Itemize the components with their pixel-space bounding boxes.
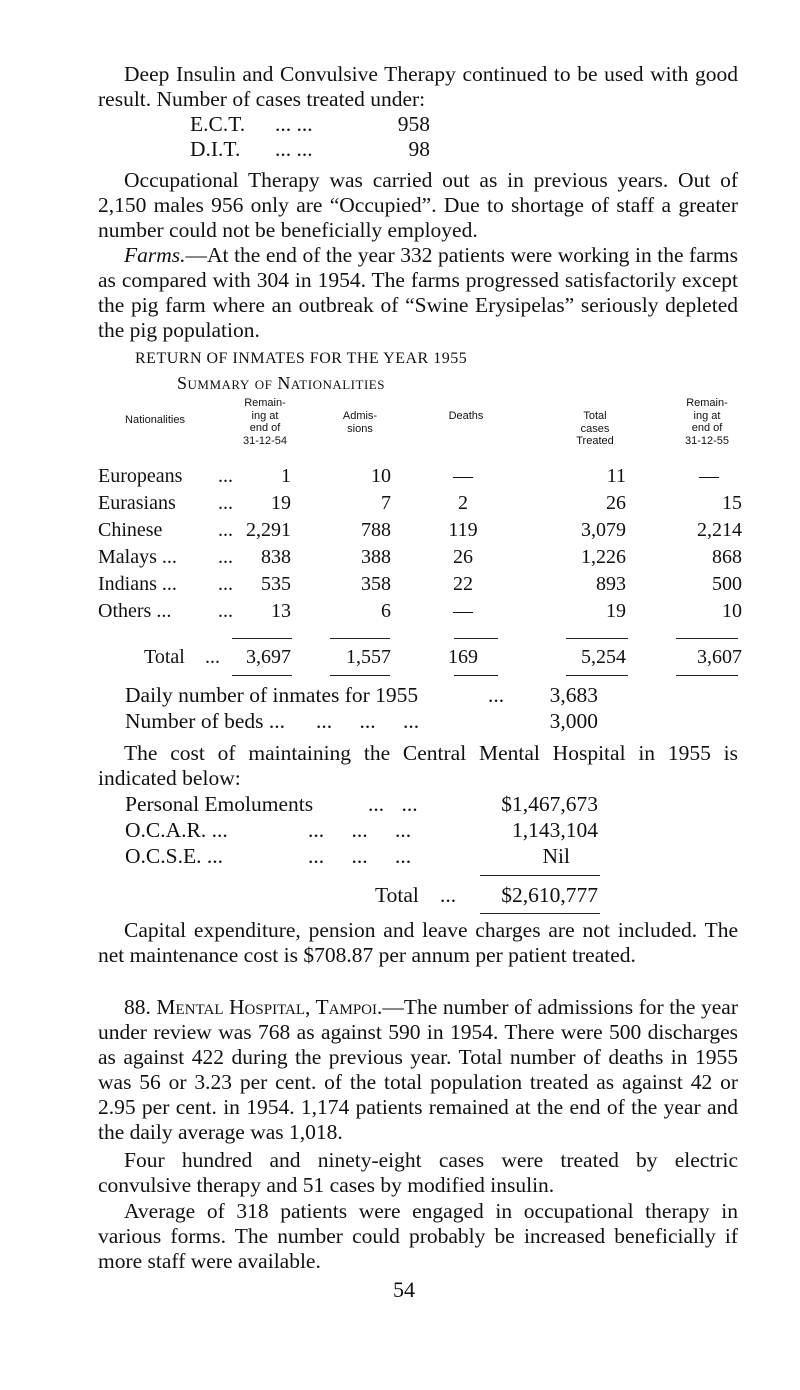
- cost-value: 1,143,104: [512, 818, 598, 842]
- cost-label: Personal Emoluments: [125, 792, 314, 816]
- section-88-paragraph: [98, 995, 738, 1145]
- table-cell: 1,226: [581, 546, 626, 568]
- therapy-value-ect: 958: [397, 112, 430, 136]
- table-cell: 10: [371, 465, 391, 487]
- row-dots: ...: [218, 573, 233, 595]
- table-cell: 1: [281, 465, 291, 487]
- row-label: Others ...: [98, 600, 172, 622]
- therapy-dots-dit: ... ...: [275, 137, 313, 161]
- cost-total-label: Total: [375, 883, 419, 907]
- rule-line: [232, 638, 292, 639]
- section-number: 88.: [124, 995, 151, 1019]
- row-label: Malays ...: [98, 546, 177, 568]
- col-header-text: Nationalities: [125, 414, 185, 426]
- table-cell: 535: [261, 573, 291, 595]
- row-dots: ...: [218, 546, 233, 568]
- farms-paragraph: [98, 243, 738, 343]
- total-cell: 3,607: [697, 646, 742, 668]
- cost-label: O.C.A.R. ...: [125, 818, 228, 842]
- rule-line: [330, 638, 390, 639]
- cost-total-value: $2,610,777: [501, 883, 598, 907]
- rule-line: [454, 638, 498, 639]
- cost-dots: ... ... ...: [308, 844, 412, 868]
- table-cell: 10: [722, 600, 742, 622]
- beds-dots: ... ... ...: [316, 709, 420, 733]
- table-cell: 2,291: [246, 519, 291, 541]
- col-header-deaths: Deaths: [448, 410, 484, 422]
- table-cell: 19: [271, 492, 291, 514]
- col-header-total-treated: Total cases Treated: [576, 410, 614, 447]
- cost-value: Nil: [542, 844, 570, 868]
- table-cell: 22: [453, 573, 473, 595]
- total-cell: 3,697: [246, 646, 291, 668]
- daily-inmates-dots: ...: [488, 683, 505, 707]
- beds-label: Number of beds ...: [125, 709, 286, 733]
- row-dots: ...: [218, 519, 233, 541]
- table-cell: 788: [361, 519, 391, 541]
- total-label: Total: [144, 646, 185, 668]
- cost-dots: ... ... ...: [308, 818, 412, 842]
- therapy-label-dit: D.I.T.: [190, 137, 241, 161]
- table-cell: —: [453, 600, 473, 622]
- table-cell: 6: [381, 600, 391, 622]
- total-dots: ...: [205, 646, 220, 668]
- table-cell: 7: [381, 492, 391, 514]
- cost-label: O.C.S.E. ...: [125, 844, 223, 868]
- cost-intro-paragraph: The cost of maintaining the Central Mental Hospital in 1955 is indicated below:: [98, 741, 738, 790]
- rule-line: [480, 875, 600, 876]
- ect-cases-paragraph: Four hundred and ninety-eight cases were treated by electric convulsive therapy and 51 cases by modified insulin.: [98, 1148, 738, 1197]
- col-header-nationalities: [100, 414, 210, 427]
- rule-line: [330, 675, 390, 676]
- farms-text: —At the end of the year 332 patients were working in the farms as compared with 304 in 1954. The farms progressed satisfactorily except the pig farm where an outbreak of “Swine Erysipelas” seriously depleted the pig population.: [98, 243, 738, 342]
- table-cell: 26: [606, 492, 626, 514]
- table-cell: 15: [722, 492, 742, 514]
- table-cell: —: [699, 465, 719, 487]
- capital-paragraph: Capital expenditure, pension and leave charges are not included. The net maintenance cost is $708.87 per annum per patient treated.: [98, 918, 738, 967]
- rule-line: [480, 913, 600, 914]
- row-dots: ...: [218, 600, 233, 622]
- rule-line: [566, 675, 628, 676]
- table-cell: 19: [606, 600, 626, 622]
- col-header-admissions: Admis- sions: [342, 410, 378, 435]
- row-dots: ...: [218, 465, 233, 487]
- table-cell: 119: [448, 519, 478, 541]
- table-cell: 2,214: [697, 519, 742, 541]
- table-cell: 838: [261, 546, 291, 568]
- total-cell: 1,557: [346, 646, 391, 668]
- col-header-remaining-1955: Remain- ing at end of 31-12-55: [684, 397, 730, 447]
- table-cell: 893: [596, 573, 626, 595]
- col-header-remaining-1954: Remain- ing at end of 31-12-54: [242, 397, 288, 447]
- rule-line: [566, 638, 628, 639]
- rule-line: [676, 638, 738, 639]
- table-cell: 11: [606, 465, 626, 487]
- page-number: 54: [393, 1277, 415, 1302]
- table-cell: 13: [271, 600, 291, 622]
- occupational-average-paragraph: Average of 318 patients were engaged in occupational therapy in various forms. The number could probably be increased beneficially if more staff were available.: [98, 1199, 738, 1273]
- table-subtitle: Summary of Nationalities: [177, 373, 385, 393]
- rule-line: [232, 675, 292, 676]
- cost-value: $1,467,673: [501, 792, 598, 816]
- table-title: RETURN OF INMATES FOR THE YEAR 1955: [135, 350, 468, 367]
- occupational-paragraph: Occupational Therapy was carried out as in previous years. Out of 2,150 males 956 only are “Occupied”. Due to shortage of staff a greater number could not be beneficially employed.: [98, 168, 738, 242]
- row-dots: ...: [218, 492, 233, 514]
- cost-dots: ... ...: [368, 792, 418, 816]
- rule-line: [454, 675, 498, 676]
- table-cell: 3,079: [581, 519, 626, 541]
- table-cell: 868: [712, 546, 742, 568]
- section-title: Mental Hospital, Tampoi.: [156, 995, 383, 1019]
- beds-value: 3,000: [549, 709, 598, 733]
- therapy-value-dit: 98: [408, 137, 430, 161]
- intro-paragraph: Deep Insulin and Convulsive Therapy continued to be used with good result. Number of cases treated under:: [98, 62, 738, 111]
- table-cell: 358: [361, 573, 391, 595]
- daily-inmates-value: 3,683: [549, 683, 598, 707]
- therapy-label-ect: E.C.T.: [190, 112, 246, 136]
- total-cell: 169: [448, 646, 478, 668]
- table-cell: 2: [458, 492, 468, 514]
- row-label: Eurasians: [98, 492, 176, 514]
- cost-total-dots: ...: [440, 883, 457, 907]
- row-label: Indians ...: [98, 573, 177, 595]
- row-label: Chinese: [98, 519, 163, 541]
- section-text: —The number of admissions for the year under review was 768 as against 590 in 1954. There were 500 discharges as against 422 during the previous year. Total number of deaths in 1955 was 56 or 3.23 per cent. of the total population treated as against 42 or 2.95 per cent. in 1954. 1,174 patients remained at the end of the year and the daily average was 1,018.: [98, 995, 739, 1144]
- table-cell: 26: [453, 546, 473, 568]
- table-cell: 388: [361, 546, 391, 568]
- table-cell: —: [453, 465, 473, 487]
- farms-label: Farms.: [124, 243, 186, 267]
- row-label: Europeans: [98, 465, 183, 487]
- total-cell: 5,254: [581, 646, 626, 668]
- rule-line: [676, 675, 738, 676]
- daily-inmates-label: Daily number of inmates for 1955: [125, 683, 419, 707]
- therapy-dots-ect: ... ...: [275, 112, 313, 136]
- table-cell: 500: [712, 573, 742, 595]
